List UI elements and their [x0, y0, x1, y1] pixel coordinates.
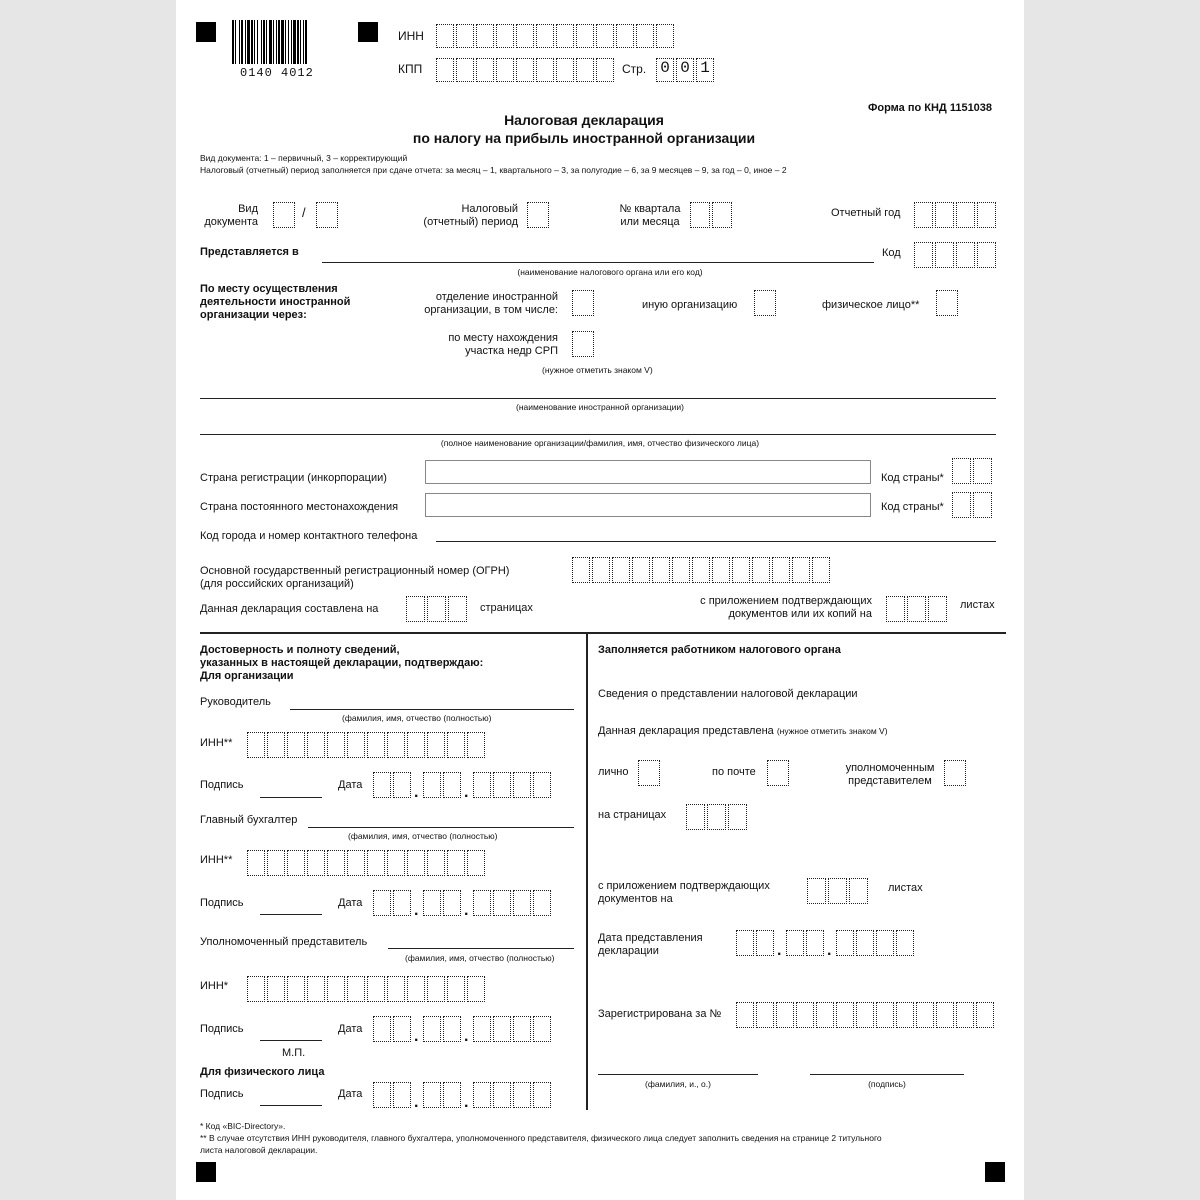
column-divider	[586, 633, 588, 1110]
input-cell[interactable]	[467, 732, 485, 758]
date-cell[interactable]	[373, 1082, 391, 1108]
input-cell[interactable]	[456, 58, 474, 82]
date-cell[interactable]	[443, 772, 461, 798]
corner-marker-bottom-right	[985, 1162, 1005, 1182]
chief-acc-name-line[interactable]	[308, 827, 574, 828]
input-cell[interactable]	[287, 850, 305, 876]
input-cell[interactable]	[816, 1002, 834, 1028]
input-cell[interactable]	[596, 58, 614, 82]
title-line-2: по налогу на прибыль иностранной организации	[412, 130, 756, 146]
registered-label: Зарегистрирована за №	[598, 1008, 722, 1020]
input-cell[interactable]	[347, 732, 365, 758]
person-sign-line[interactable]	[260, 1105, 322, 1106]
input-cell[interactable]	[792, 557, 810, 583]
chief-acc-inn-cells[interactable]	[247, 850, 487, 876]
head-fio-caption: (фамилия, имя, отчество (полностью)	[342, 713, 492, 723]
period-label: Налоговый (отчетный) период	[423, 203, 518, 228]
input-cell[interactable]	[247, 732, 265, 758]
date-cell[interactable]	[533, 1016, 551, 1042]
reg-country-input[interactable]	[425, 460, 871, 484]
doc-type-cells[interactable]	[273, 202, 297, 228]
officer-fio-caption: (фамилия, и., о.)	[645, 1079, 711, 1089]
date-cell[interactable]	[393, 1016, 411, 1042]
on-pages-cells[interactable]	[686, 804, 749, 830]
input-cell[interactable]	[496, 58, 514, 82]
page-label: Стр.	[622, 62, 647, 76]
input-cell[interactable]	[638, 760, 660, 786]
date-cell[interactable]	[393, 772, 411, 798]
input-cell[interactable]	[632, 557, 650, 583]
input-cell[interactable]	[712, 202, 732, 228]
input-cell[interactable]	[772, 557, 790, 583]
input-cell[interactable]	[732, 557, 750, 583]
tax-authority-caption: (наименование налогового органа или его код)	[517, 267, 703, 277]
input-cell[interactable]	[572, 331, 594, 357]
input-cell[interactable]	[447, 732, 465, 758]
input-cell[interactable]	[247, 850, 265, 876]
section-divider	[200, 632, 1006, 634]
date-cell[interactable]	[493, 1016, 511, 1042]
date-cell[interactable]	[513, 1016, 531, 1042]
perm-country-label: Страна постоянного местонахождения	[200, 501, 399, 513]
input-cell[interactable]	[287, 732, 305, 758]
reg-country-code-cells[interactable]	[952, 458, 994, 484]
input-cell[interactable]	[427, 976, 445, 1002]
date-cell[interactable]	[756, 930, 774, 956]
on-pages-label: на страницах	[598, 809, 667, 821]
inn-label: ИНН	[398, 29, 424, 43]
input-cell[interactable]	[973, 492, 992, 518]
note-doc-type: Вид документа: 1 – первичный, 3 – корректирующий	[200, 153, 408, 163]
input-cell[interactable]	[436, 24, 454, 48]
note-period: Налоговый (отчетный) период заполняется при сдаче отчета: за месяц – 1, квартального – 3, за полугодие – 6, за 9 месяцев – 9, за год – 0, иное – 2	[200, 165, 787, 175]
input-cell[interactable]	[407, 976, 425, 1002]
rep-label: Уполномоченный представитель	[200, 936, 368, 948]
head-inn-label: ИНН**	[200, 737, 233, 749]
input-cell[interactable]	[347, 976, 365, 1002]
input-cell[interactable]	[592, 557, 610, 583]
input-cell[interactable]	[476, 58, 494, 82]
input-cell[interactable]	[327, 732, 345, 758]
input-cell[interactable]	[612, 557, 630, 583]
input-cell[interactable]	[476, 24, 494, 48]
date-cell[interactable]	[373, 1016, 391, 1042]
input-cell[interactable]	[427, 732, 445, 758]
footnote-3: листа налоговой декларации.	[200, 1145, 318, 1155]
tax-authority-line[interactable]	[322, 262, 874, 263]
input-cell[interactable]	[712, 557, 730, 583]
submission-info-label: Сведения о представлении налоговой декларации	[598, 688, 858, 700]
perm-country-input[interactable]	[425, 493, 871, 517]
input-cell[interactable]	[956, 1002, 974, 1028]
personally-checkbox[interactable]	[638, 760, 662, 786]
date-cell[interactable]	[736, 930, 754, 956]
head-name-line[interactable]	[290, 709, 574, 710]
input-cell[interactable]	[407, 732, 425, 758]
inn-cells[interactable]	[436, 24, 676, 48]
personally-label: лично	[598, 766, 629, 778]
date-separator: .	[414, 1094, 419, 1111]
quarter-label: № квартала или месяца	[619, 203, 681, 228]
input-cell[interactable]	[367, 850, 385, 876]
input-cell[interactable]	[896, 1002, 914, 1028]
input-cell[interactable]	[636, 24, 654, 48]
date-cell[interactable]	[443, 1016, 461, 1042]
date-cell[interactable]	[513, 772, 531, 798]
input-cell[interactable]	[956, 202, 975, 228]
input-cell[interactable]	[936, 290, 958, 316]
input-cell[interactable]	[656, 24, 674, 48]
input-cell[interactable]	[952, 458, 971, 484]
year-label: Отчетный год	[831, 207, 901, 219]
rep-fio-caption: (фамилия, имя, отчество (полностью)	[405, 953, 555, 963]
date-cell[interactable]	[423, 890, 441, 916]
reg-country-label: Страна регистрации (инкорпорации)	[200, 472, 387, 484]
input-cell[interactable]	[407, 850, 425, 876]
country-code-label-2: Код страны*	[881, 501, 944, 513]
input-cell[interactable]: 1	[696, 58, 714, 82]
corner-marker-bottom-left	[196, 1162, 216, 1182]
input-cell[interactable]	[952, 492, 971, 518]
branch-checkbox[interactable]	[572, 290, 596, 316]
perm-country-code-cells[interactable]	[952, 492, 994, 518]
input-cell[interactable]	[928, 596, 947, 622]
country-code-label-1: Код страны*	[881, 472, 944, 484]
chief-acc-label: Главный бухгалтер	[200, 814, 298, 826]
input-cell[interactable]	[527, 202, 549, 228]
date-cell[interactable]	[473, 1016, 491, 1042]
attach-label: с приложением подтверждающих документов или их копий на	[700, 595, 872, 620]
input-cell[interactable]	[756, 1002, 774, 1028]
date-separator: .	[464, 1094, 469, 1111]
input-cell[interactable]	[287, 976, 305, 1002]
input-cell[interactable]	[556, 24, 574, 48]
input-cell[interactable]	[849, 878, 868, 904]
individual-label: физическое лицо**	[822, 299, 920, 311]
pages-label: Данная декларация составлена на	[200, 603, 379, 615]
date-cell[interactable]	[513, 890, 531, 916]
input-cell[interactable]	[977, 242, 996, 268]
date-cell[interactable]	[393, 890, 411, 916]
title-line-1: Налоговая декларация	[504, 112, 664, 128]
input-cell[interactable]	[267, 850, 285, 876]
date-separator: .	[777, 942, 782, 959]
date-cell[interactable]	[786, 930, 804, 956]
input-cell[interactable]	[812, 557, 830, 583]
rep-name-line[interactable]	[388, 948, 574, 949]
page-number-cells[interactable]	[656, 58, 716, 82]
date-separator: .	[464, 902, 469, 919]
officer-sign-line[interactable]	[810, 1074, 964, 1075]
input-cell[interactable]	[973, 458, 992, 484]
input-cell[interactable]	[916, 1002, 934, 1028]
input-cell[interactable]	[387, 732, 405, 758]
rep-inn-label: ИНН*	[200, 980, 229, 992]
other-org-checkbox[interactable]	[754, 290, 778, 316]
input-cell[interactable]	[576, 24, 594, 48]
date-cell[interactable]	[443, 890, 461, 916]
individual-checkbox[interactable]	[936, 290, 960, 316]
input-cell[interactable]	[728, 804, 747, 830]
input-cell[interactable]	[752, 557, 770, 583]
phone-line[interactable]	[436, 541, 996, 542]
date-separator: .	[414, 784, 419, 801]
input-cell[interactable]	[956, 242, 975, 268]
input-cell[interactable]	[690, 202, 710, 228]
officer-attach-label: с приложением подтверждающих документов на	[598, 880, 770, 905]
input-cell[interactable]	[427, 850, 445, 876]
stamp-placeholder: М.П.	[282, 1047, 306, 1059]
place-label: По месту осуществления деятельности иностранной организации через:	[200, 283, 351, 321]
chief-acc-sign-line[interactable]	[260, 914, 322, 915]
input-cell[interactable]	[456, 24, 474, 48]
date-cell[interactable]	[806, 930, 824, 956]
input-cell[interactable]	[936, 1002, 954, 1028]
chief-acc-date-label: Дата	[338, 897, 363, 909]
period-cells[interactable]	[527, 202, 551, 228]
date-cell[interactable]	[443, 1082, 461, 1108]
date-cell[interactable]	[533, 772, 551, 798]
input-cell[interactable]	[267, 976, 285, 1002]
kpp-cells[interactable]	[436, 58, 616, 82]
form-code: Форма по КНД 1151038	[868, 102, 993, 114]
input-cell[interactable]	[576, 58, 594, 82]
input-cell[interactable]	[616, 24, 634, 48]
input-cell[interactable]	[367, 732, 385, 758]
input-cell[interactable]	[977, 202, 996, 228]
attach-sheets-cells[interactable]	[886, 596, 949, 622]
input-cell[interactable]	[536, 58, 554, 82]
input-cell[interactable]	[754, 290, 776, 316]
date-cell[interactable]	[876, 930, 894, 956]
submission-date-label: Дата представления декларации	[598, 932, 703, 957]
input-cell[interactable]	[736, 1002, 754, 1028]
officer-name-line[interactable]	[598, 1074, 758, 1075]
input-cell[interactable]	[976, 1002, 994, 1028]
ogrn-cells[interactable]	[572, 557, 832, 583]
input-cell[interactable]	[672, 557, 690, 583]
input-cell[interactable]	[914, 202, 933, 228]
date-cell[interactable]	[493, 1082, 511, 1108]
head-sign-label: Подпись	[200, 779, 244, 791]
input-cell[interactable]	[427, 596, 446, 622]
correction-number-cells[interactable]	[316, 202, 340, 228]
tax-authority-code-cells[interactable]	[914, 242, 998, 268]
input-cell[interactable]	[944, 760, 966, 786]
quarter-cells[interactable]	[690, 202, 734, 228]
date-separator: .	[414, 902, 419, 919]
doc-type-label: Вид документа	[204, 203, 258, 228]
rep-inn-cells[interactable]	[247, 976, 487, 1002]
head-label: Руководитель	[200, 696, 271, 708]
input-cell[interactable]	[836, 1002, 854, 1028]
head-sign-line[interactable]	[260, 797, 322, 798]
rep-sign-line[interactable]	[260, 1040, 322, 1041]
date-cell[interactable]	[836, 930, 854, 956]
input-cell[interactable]	[536, 24, 554, 48]
input-cell[interactable]	[516, 58, 534, 82]
input-cell[interactable]	[596, 24, 614, 48]
barcode-image	[232, 20, 308, 64]
year-cells[interactable]	[914, 202, 998, 228]
registration-number-cells[interactable]	[736, 1002, 996, 1028]
input-cell[interactable]	[692, 557, 710, 583]
head-inn-cells[interactable]	[247, 732, 487, 758]
input-cell[interactable]: 0	[656, 58, 674, 82]
input-cell[interactable]	[307, 850, 325, 876]
chief-acc-sign-label: Подпись	[200, 897, 244, 909]
date-cell[interactable]	[473, 890, 491, 916]
date-cell[interactable]	[373, 890, 391, 916]
input-cell[interactable]	[307, 976, 325, 1002]
date-cell[interactable]	[373, 772, 391, 798]
input-cell[interactable]	[907, 596, 926, 622]
input-cell[interactable]	[935, 202, 954, 228]
input-cell[interactable]	[935, 242, 954, 268]
input-cell[interactable]	[652, 557, 670, 583]
slash: /	[302, 205, 306, 220]
input-cell[interactable]	[828, 878, 847, 904]
date-cell[interactable]	[856, 930, 874, 956]
date-cell[interactable]	[423, 1082, 441, 1108]
by-mail-label: по почте	[712, 766, 756, 778]
input-cell[interactable]	[776, 1002, 794, 1028]
code-label: Код	[882, 247, 901, 259]
input-cell[interactable]	[886, 596, 905, 622]
corner-marker-top-mid	[358, 22, 378, 42]
representative-label: уполномоченным представителем	[845, 762, 935, 787]
date-cell[interactable]	[533, 1082, 551, 1108]
confirm-heading: Достоверность и полноту сведений, указанных в настоящей декларации, подтверждаю: Для организации	[200, 644, 484, 682]
date-separator: .	[464, 1028, 469, 1045]
input-cell[interactable]	[267, 732, 285, 758]
input-cell[interactable]	[516, 24, 534, 48]
input-cell[interactable]	[448, 596, 467, 622]
date-cell[interactable]	[473, 1082, 491, 1108]
date-cell[interactable]	[393, 1082, 411, 1108]
date-separator: .	[414, 1028, 419, 1045]
kpp-label: КПП	[398, 62, 423, 76]
representative-checkbox[interactable]	[944, 760, 968, 786]
input-cell[interactable]	[273, 202, 295, 228]
mark-hint: (нужное отметить знаком V)	[542, 365, 653, 375]
corner-marker-top-left	[196, 22, 216, 42]
rep-sign-label: Подпись	[200, 1023, 244, 1035]
input-cell[interactable]	[767, 760, 789, 786]
input-cell[interactable]	[316, 202, 338, 228]
date-cell[interactable]	[423, 1016, 441, 1042]
officer-sign-caption: (подпись)	[868, 1079, 906, 1089]
input-cell[interactable]	[914, 242, 933, 268]
person-date-label: Дата	[338, 1088, 363, 1100]
input-cell[interactable]	[447, 850, 465, 876]
date-cell[interactable]	[423, 772, 441, 798]
input-cell[interactable]	[572, 557, 590, 583]
date-cell[interactable]	[513, 1082, 531, 1108]
chief-acc-fio-caption: (фамилия, имя, отчество (полностью)	[348, 831, 498, 841]
by-mail-checkbox[interactable]	[767, 760, 791, 786]
branch-label: отделение иностранной организации, в том числе:	[424, 291, 558, 316]
pages-count-cells[interactable]	[406, 596, 469, 622]
input-cell[interactable]	[807, 878, 826, 904]
officer-heading: Заполняется работником налогового органа	[598, 644, 841, 656]
date-cell[interactable]	[493, 890, 511, 916]
org-name-line[interactable]	[200, 398, 996, 399]
full-name-line[interactable]	[200, 434, 996, 435]
input-cell[interactable]	[307, 732, 325, 758]
input-cell[interactable]	[367, 976, 385, 1002]
input-cell[interactable]	[247, 976, 265, 1002]
input-cell[interactable]	[347, 850, 365, 876]
date-separator: .	[464, 784, 469, 801]
for-person-heading: Для физического лица	[200, 1066, 325, 1078]
input-cell[interactable]	[572, 290, 594, 316]
full-name-caption: (полное наименование организации/фамилия, имя, отчество физического лица)	[440, 438, 760, 448]
input-cell[interactable]	[447, 976, 465, 1002]
input-cell[interactable]	[796, 1002, 814, 1028]
date-cell[interactable]	[896, 930, 914, 956]
ogrn-label: Основной государственный регистрационный номер (ОГРН) (для российских организаций)	[200, 565, 510, 590]
presented-label: Данная декларация представлена (нужное отметить знаком V)	[598, 725, 888, 737]
input-cell[interactable]	[436, 58, 454, 82]
input-cell[interactable]	[327, 850, 345, 876]
officer-sheets-label: листах	[888, 882, 923, 894]
input-cell[interactable]	[876, 1002, 894, 1028]
date-cell[interactable]	[493, 772, 511, 798]
org-name-caption: (наименование иностранной организации)	[515, 402, 685, 412]
srp-label: по месту нахождения участка недр СРП	[448, 332, 558, 357]
other-org-label: иную организацию	[642, 299, 738, 311]
input-cell[interactable]: 0	[676, 58, 694, 82]
head-date-label: Дата	[338, 779, 363, 791]
rep-date-label: Дата	[338, 1023, 363, 1035]
input-cell[interactable]	[496, 24, 514, 48]
phone-label: Код города и номер контактного телефона	[200, 530, 418, 542]
barcode-number: 0140 4012	[240, 66, 314, 80]
input-cell[interactable]	[387, 976, 405, 1002]
input-cell[interactable]	[467, 850, 485, 876]
chief-acc-inn-label: ИНН**	[200, 854, 233, 866]
date-cell[interactable]	[533, 890, 551, 916]
person-sign-label: Подпись	[200, 1088, 244, 1100]
input-cell[interactable]	[556, 58, 574, 82]
srp-checkbox[interactable]	[572, 331, 596, 357]
pages-unit: страницах	[480, 602, 533, 614]
submitted-label: Представляется в	[200, 246, 299, 258]
date-cell[interactable]	[473, 772, 491, 798]
input-cell[interactable]	[856, 1002, 874, 1028]
footnote-1: * Код «BIC-Directory».	[200, 1121, 286, 1131]
input-cell[interactable]	[327, 976, 345, 1002]
officer-attach-cells[interactable]	[807, 878, 870, 904]
input-cell[interactable]	[406, 596, 425, 622]
input-cell[interactable]	[686, 804, 705, 830]
sheets-unit: листах	[960, 599, 995, 611]
input-cell[interactable]	[387, 850, 405, 876]
footnote-2: ** В случае отсутствия ИНН руководителя, главного бухгалтера, уполномоченного представителя, физического лица следует заполнить сведения на странице 2 титульного	[200, 1133, 882, 1143]
input-cell[interactable]	[467, 976, 485, 1002]
input-cell[interactable]	[707, 804, 726, 830]
date-separator: .	[827, 942, 832, 959]
